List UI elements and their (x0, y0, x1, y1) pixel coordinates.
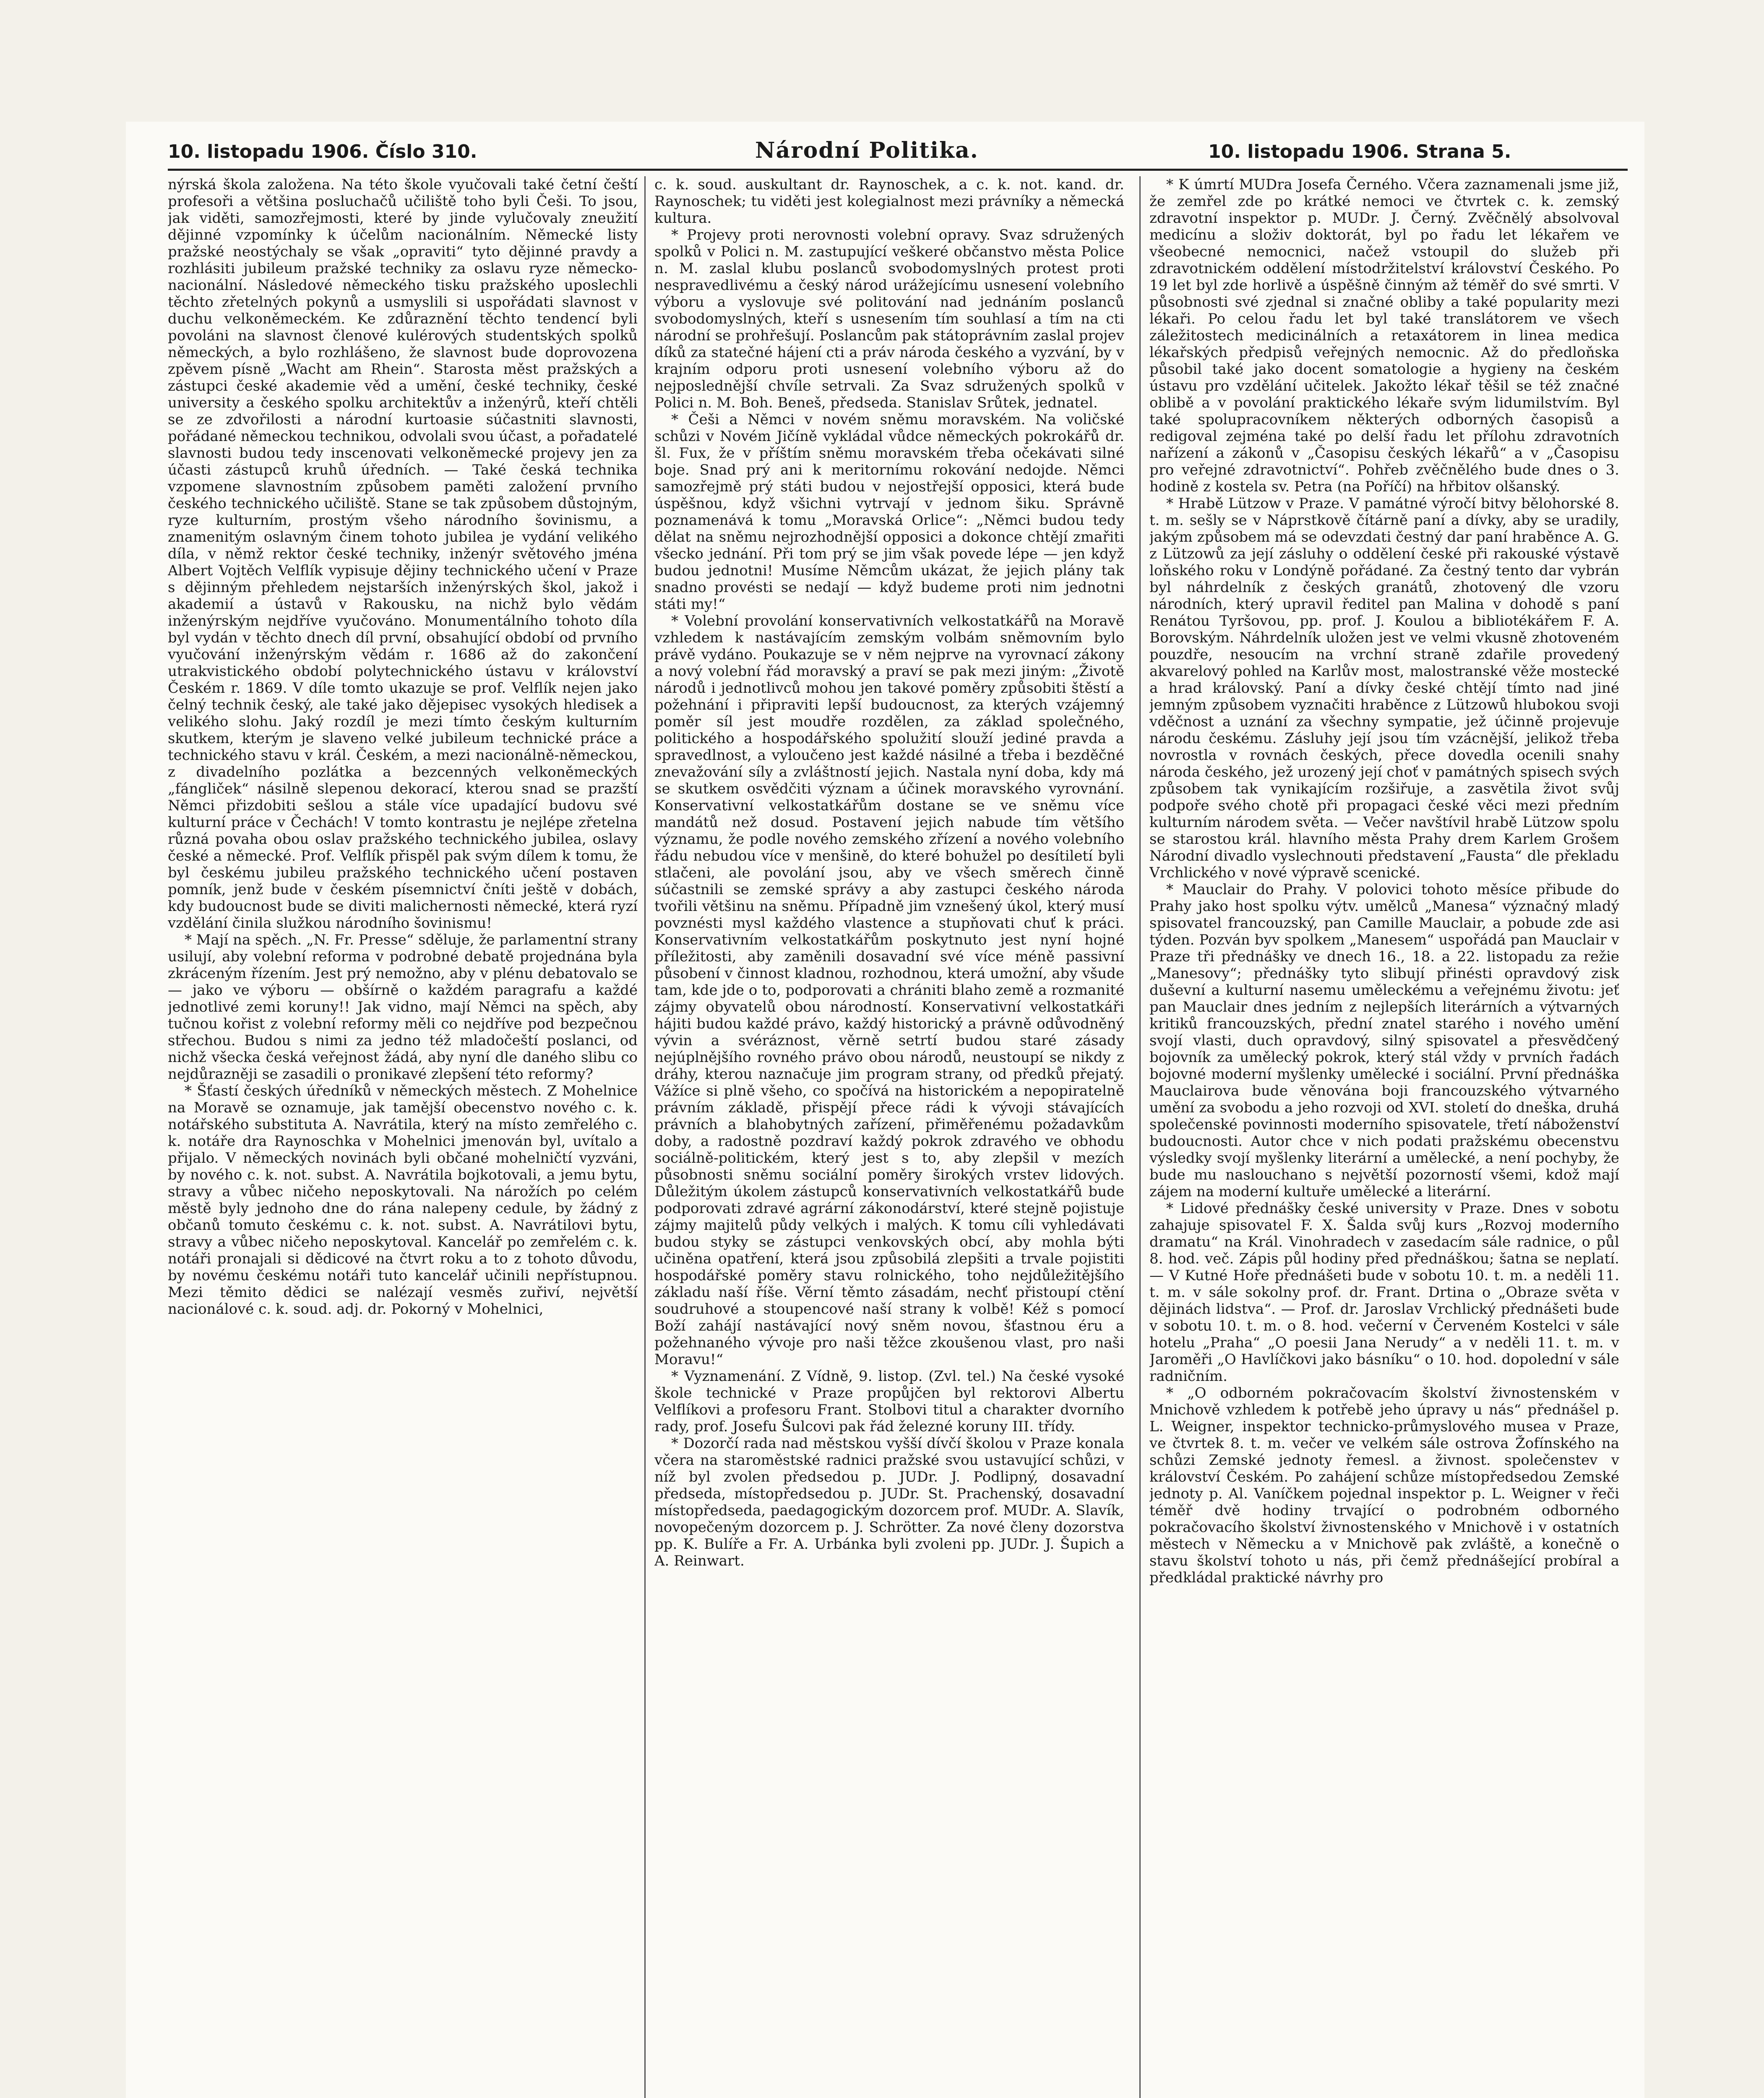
article-paragraph: * Hrabě Lützow v Praze. V památné výročí bitvy bělohorské 8. t. m. sešly se v Náprstkově čítárně paní a dívky, aby se uradily, jakým způsobem má se odevzdati čestný dar paní hraběnce A. G. z Lützowů za její zásluhy o oddělení české při rakouské výstavě loňského roku v Londýně pořádané. Za čestný tento dar vybrán byl náhrdelník z českých granátů, zhotovený dle vzoru národních, který upravil ředitel pan Malina v dohodě s paní Renátou Tyršovou, pp. prof. J. Koulou a bibliotékářem F. A. Borovským. Náhrdelník uložen jest ve velmi vkusně zhotoveném pouzdře, nesoucím na vrchní straně zdařile provedený akvarelový pohled na Karlův most, malostranské věže mostecké a hrad královský. Paní a dívky české chtějí tímto nad jiné jemným způsobem vyznačiti hraběnce z Lützowů hlubokou svoji vděčnost a uznání za všechny sympatie, jež účinně projevuje národu českému. Zásluhy její jsou tím vzácnější, jelikož třeba novrostla v rovnách českých, přece dovedla ocenili snahy národa českého, jež urozený její choť v památných spisech svých způsobem tak vynikajícím rozšiřuje, a zasvětila život svůj podpoře svého chotě při propagaci české věci mezi předním kulturním národem světa. — Večer navštívil hrabě Lützow spolu se starostou král. hlavního města Prahy drem Karlem Grošem Národní divadlo vyslechnouti představení „Fausta“ dle překladu Vrchlického v nové výpravě scenické. (1149, 495, 1619, 881)
column-2 (654, 176, 1124, 2098)
article-paragraph: * Lidové přednášky české university v Praze. Dnes v sobotu zahajuje spisovatel F. X. Šalda svůj kurs „Rozvoj moderního dramatu“ na Král. Vinohradech v zasedacím sále radnice, o půl 8. hod. več. Zápis půl hodiny před přednáškou; šatna se neplatí. — V Kutné Hoře přednášeti bude v sobotu 10. t. m. a neděli 11. t. m. v sále sokolny prof. dr. Frant. Drtina o „Obraze světa v dějinách lidstva“. — Prof. dr. Jaroslav Vrchlický přednášeti bude v sobotu 10. t. m. o 8. hod. večerní v Červeném Kostelci v sále hotelu „Praha“ „O poesii Jana Nerudy“ a v neděli 11. t. m. v Jaroměři „O Havlíčkovi jako básníku“ o 10. hod. dopolední v sále radničním. (1149, 1200, 1619, 1385)
header-date-page: 10. listopadu 1906. Strana 5. (1208, 141, 1511, 162)
header-rule (168, 169, 1628, 171)
article-paragraph: * K úmrtí MUDra Josefa Černého. Včera zaznamenali jsme již, že zemřel zde po krátké nemoci ve čtvrtek c. k. zemský zdravotní inspektor p. MUDr. J. Černý. Zvěčnělý absolvoval medicínu a složiv doktorát, byl po řadu let lékařem ve všeobecné nemocnici, načež vstoupil do služeb při zdravotnickém oddělení místodržitelství království Českého. Po 19 let byl zde horlivě a úspěšně činným až téměř do své smrti. V působnosti své zjednal si značné obliby a také popularity mezi lékaři. Po celou řadu let byl také translátorem ve všech záležitostech medicinálních a retaxátorem in linea medica lékařských předpisů veřejných nemocnic. Až do předloňska působil také jako docent somatologie a hygieny na českém ústavu pro vzdělání učitelek. Jakožto lékař těšil se též značné oblibě a v povolání praktického lékaře svým lidumilstvím. Byl také spolupracovníkem některých odborných časopisů a redigoval zejména také po delší řadu let přílohu zdravotních nařízení a zákonů v „Časopisu českých lékařů“ a v „Časopisu pro veřejné zdravotnictví“. Pohřeb zvěčnělého bude dnes o 3. hodině z kostela sv. Petra (na Poříčí) na hřbitov olšanský. (1149, 176, 1619, 495)
article-paragraph: * Vyznamenání. Z Vídně, 9. listop. (Zvl. tel.) Na české vysoké škole technické v Praze propůjčen byl rektorovi Albertu Velflíkovi a profesoru Frant. Stolbovi titul a charakter dvorního rady, prof. Josefu Šulcovi pak řád železné koruny III. třídy. (654, 1368, 1124, 1435)
article-paragraph: c. k. soud. auskultant dr. Raynoschek, a c. k. not. kand. dr. Raynoschek; tu viděti jest kolegialnost mezi právníky a německá kultura. (654, 176, 1124, 227)
article-paragraph: * „O odborném pokračovacím školství živnostenském v Mnichově vzhledem k potřebě jeho úpravy u nás“ přednášel p. L. Weigner, inspektor technicko-průmyslového musea v Praze, ve čtvrtek 8. t. m. večer ve velkém sále ostrova Žofínského na schůzi Zemské jednoty řemesl. a živnost. společenstev v království Českém. Po zahájení schůze místopředsedou Zemské jednoty p. Al. Vaníčkem pojednal inspektor p. L. Weigner v řeči téměř dvě hodiny trvající o podrobném odborného pokračovacího školství živnostenského v Mnichově i v ostatních městech v Německu a v Mnichově pak zvláště, a konečně o stavu školství tohoto u nás, při čemž přednášející probíral a předkládal praktické návrhy pro (1149, 1385, 1619, 1586)
article-paragraph: * Šťastí českých úředníků v německých městech. Z Mohelnice na Moravě se oznamuje, jak tamější obecenstvo nového c. k. notářského substituta A. Navrátila, který na místo zemřelého c. k. notáře dra Raynoschka v Mohelnici jmenován byl, uvítalo a přijalo. V německých novinách byli občané mohelničtí vyzváni, by nového c. k. not. subst. A. Navrátila bojkotovali, a jemu bytu, stravy a vůbec ničeho neposkytovali. Na nárožích po celém městě byly jednoho dne do rána nalepeny cedule, by žádný z občanů tomuto českému c. k. not. subst. A. Navrátilovi bytu, stravy a vůbec ničeho neposkytoval. Kancelář po zemřelém c. k. notáři pronajali si dědicové na čtvrt roku a to z tohoto důvodu, by novému českému notáři tuto kancelář učinili nepřístupnou. Mezi těmito dědici se nalézají vesměs zuřiví, největší nacionálové c. k. soud. adj. dr. Pokorný v Mohelnici, (168, 1083, 638, 1318)
header-date-issue: 10. listopadu 1906. Číslo 310. (168, 141, 477, 162)
article-paragraph: * Projevy proti nerovnosti volební opravy. Svaz sdružených spolků v Polici n. M. zastupující veškeré občanstvo města Police n. M. zaslal klubu poslanců svobodomyslných protest proti nespravedlivému a český národ urážejícímu usnesení volebního výboru a vyslovuje své politování nad jednáním poslanců svobodomyslných, kteří s usnesením tím souhlasí a tím na cti národní se prohřešují. Poslancům pak státoprávním zaslal projev díků za statečné hájení cti a práv národa českého a vyzvání, by v krajním odporu proti usnesení volebního výboru až do nejposlednější chvíle setrvali. Za Svaz sdružených spolků v Polici n. M. Boh. Beneš, předseda. Stanislav Srůtek, jednatel. (654, 227, 1124, 411)
newspaper-title: Národní Politika. (755, 138, 979, 163)
article-paragraph: * Dozorčí rada nad městskou vyšší dívčí školou v Praze konala včera na staroměstské radnici pražské svou ustavující schůzi, v níž byl zvolen předsedou p. JUDr. J. Podlipný, dosavadní předseda, místopředsedou p. JUDr. St. Prachenský, dosavadní místopředseda, paedagogickým dozorcem prof. MUDr. A. Slavík, novopečeným dozorcem p. J. Schrötter. Za nové členy dozorstva pp. K. Bulíře a Fr. A. Urbánka byli zvoleni pp. JUDr. J. Šupich a A. Reinwart. (654, 1435, 1124, 1569)
column-3 (1149, 176, 1619, 2098)
article-paragraph: * Češi a Němci v novém sněmu moravském. Na voličské schůzi v Novém Jičíně vykládal vůdce německých pokrokářů dr. šl. Fux, že v příštím sněmu moravském třeba očekávati silné boje. Snad prý ani k meritornímu rokování nedojde. Němci samozřejmě prý státi budou v nejostřejší opposici, která bude úspěšnou, když všichni vytrvají v jednom šiku. Správně poznamenává k tomu „Moravská Orlice“: „Němci budou tedy dělat na sněmu nejrozhodnější opposici a dokonce chtějí zmařiti všecko jednání. Při tom prý se jim však povede lépe — jen když budou jednotni! Musíme Němcům ukázat, že jejich plány tak snadno provésti se nedají — když budeme proti nim jednotni státi my!“ (654, 411, 1124, 613)
article-paragraph: * Mají na spěch. „N. Fr. Presse“ sděluje, že parlamentní strany usilují, aby volební reforma v podrobné debatě projednána byla zkráceným řízením. Jest prý nemožno, aby v plénu debatovalo se — jako ve výboru — obšírně o každém paragrafu a každé jednotlivé zemi koruny!! Jak vidno, mají Němci na spěch, aby tučnou kořist z volební reformy měli co nejdříve pod bezpečnou střechou. Budou s nimi za jedno též mladočeští poslanci, od nichž všecka česká veřejnost žádá, aby nyní dle daného slibu co nejdůrazněji se zasadili o pronikavé zlepšení této reformy? (168, 932, 638, 1083)
column-divider (1139, 176, 1141, 2098)
article-paragraph: * Volební provolání konservativních velkostatkářů na Moravě vzhledem k nastávajícím zemským volbám sněmovním bylo právě vydáno. Poukazuje se v něm nejprve na vyrovnací zákony a nový volební řád moravský a praví se pak mezi jiným: „Životě národů i jednotlivců mohou jen takové poměry způsobiti štěstí a požehnání i připraviti lepší budoucnost, za kterých vzájemný poměr síl jest moudře rozdělen, za základ společného, politického a hospodářského spolužití slouží jediné pravda a spravedlnost, a vyloučeno jest každé násilné a třeba i bezděčné znevažování síly a zvláštností jejich. Nastala nyní doba, kdy má se skutkem osvědčiti význam a účinek moravského vyrovnání. Konservativní velkostatkářům dostane se ve sněmu více mandátů než dosud. Postavení jejich nabude tím většího významu, že podle nového zemského zřízení a nového volebního řádu nebudou více v menšině, do které bohužel po desítiletí byli stlačeni, ale povolání jsou, aby ve všech směrech činně súčastnili se zemské správy a aby zastupci českého národa tvořili většinu na sněmu. Případně jim vznešený úkol, který musí povznésti mysl každého vlastence a stupňovati chuť k práci. Konservativním velkostatkářům poskytnuto jest nyní hojné příležitosti, aby zaměnili dosavadní své více méně passivní působení v činnost kladnou, rozhodnou, která umožní, aby všude tam, kde jde o to, podporovati a chrániti blaho země a rozmanité zájmy obyvatelů obou národností. Konservativní velkostatkáři hájiti budou každé právo, každý historický a právně odůvodněný vývin a svéráznost, věrně setrtí budou staré zásady nejúplnějšího rovného právo obou národů, neustoupí se nikdy z dráhy, kterou naznačuje jim program strany, od předků přejatý. Vážíce si plně všeho, co spočívá na historickém a nepopiratelně právním základě, přispějí přece rádi k vývoji stávajících právních a blahobytných zařízení, přiměřenému požadavkům doby, a radostně pozdraví každý pokrok zdravého ve obhodu sociálně-politickém, který jest s to, aby zlepšil v mezích působnosti sněmu sociální poměry širokých vrstev lidových. Důležitým úkolem zástupců konservativních velkostatkářů bude podporovati zdravé agrární zákonodárství, které stejně pojistuje zájmy majitelů půdy velkých i malých. K tomu cíli vyhledávati budou styky se zástupci venkovských obcí, aby mohla býti učiněna opatření, která jsou způsobilá zlepšiti a trvale pojistiti hospodářské poměry stavu rolnického, toho nejdůležitějšího základu naší říše. Věrní těmto zásadám, nechť přistoupí ctění soudruhové a stoupencové naší strany k volbě! Kéž s pomocí Boží zahájí nastávající nový sněm novou, šťastnou éru a požehnaného vývoje pro naši těžce zkoušenou vlast, pro naši Moravu!“ (654, 613, 1124, 1368)
article-paragraph: nýrská škola založena. Na této škole vyučovali také četní čeští profesoři a většina posluchačů učiliště toho byli Češi. To jsou, jak viděti, samozřejmosti, které by jinde vylučovaly zneužití dějinné vzpomínky k účelům nacionálním. Německé listy pražské neostýchaly se však „opraviti“ tyto dějinné pravdy a rozhlásiti jubileum pražské techniky za oslavu ryze německo-nacionální. Následové německého tisku pražského uposlechli těchto zřetelných pokynů a usmyslili si uspořádati slavnost v duchu velkoněmeckém. Ke zdůraznění těchto tendencí byli povoláni na slavnost členové kulérových studentských spolků německých, a bylo rozhlášeno, že slavnost bude doprovozena zpěvem písně „Wacht am Rhein“. Starosta měst pražských a zástupci české akademie věd a umění, české techniky, české university a českého spolku architektův a inženýrů, kteří chtěli se ze zdvořilosti a národní kurtoasie súčastniti slavnosti, pořádané německou technikou, odvolali svou účast, a pořadatelé slavnosti budou tedy inscenovati velkoněmecké projevy jen za účasti zástupců kruhů úředních. — Také česká technika vzpomene slavnostním způsobem paměti založení prvního českého technického učiliště. Stane se tak způsobem důstojným, ryze kulturním, prostým všeho národního šovinismu, a znamenitým oslavným činem tohoto jubilea je vydání velikého díla, v němž rektor české techniky, inženýr světového jména Albert Vojtěch Velflík vypisuje dějiny technického učení v Praze s dějinným přehledem nejstarších inženýrských škol, jakož i akademií a ústavů v Rakousku, na nichž bylo vědám inženýrským nejdříve vyučováno. Monumentálního tohoto díla byl vydán v těchto dnech díl první, obsahující období od prvního vyučování inženýrským vědám r. 1686 až do zakončení utrakvistického období polytechnického ústavu v království Českém r. 1869. V díle tomto ukazuje se prof. Velflík nejen jako čelný technik český, ale také jako dějepisec vysokých hledisek a velikého slohu. Jaký rozdíl je mezi tímto českým kulturním skutkem, kterým je slaveno velké jubileum technické práce a technického stavu v král. Českém, a mezi nacionálně-německou, z divadelního pozlátka a bezcenných velkoněmeckých „fángliček“ násilně slepenou dekorací, kterou snad se prazští Němci přizdobiti sešlou a stále více upadající budovu své kulturní práce v Čechách! V tomto kontrastu je nejlépe zřetelna různá povaha obou oslav pražského technického jubilea, oslavy české a německé. Prof. Velflík přispěl pak svým dílem k tomu, že byl českému jubileu pražského technického učení postaven pomník, jenž bude v českém písemnictví čníti ještě v dobách, kdy budoucnost bude se diviti malichernosti německé, která ryzí vzdělání činila služkou národního šovinismu! (168, 176, 638, 932)
column-1 (168, 176, 638, 2098)
page-header (168, 133, 1628, 167)
column-divider (644, 176, 646, 2098)
article-paragraph: * Mauclair do Prahy. V polovici tohoto měsíce přibude do Prahy jako host spolku výtv. umělců „Manesa“ význačný mladý spisovatel francouzský, pan Camille Mauclair, a pobude zde asi týden. Pozván byv spolkem „Manesem“ uspořádá pan Mauclair v Praze tři přednášky ve dnech 16., 18. a 22. listopadu za režie „Manesovy“; přednášky tyto slibují přinésti opravdový zisk duševní a kulturní nasemu uměleckému a veřejnému životu: jeť pan Mauclair dnes jedním z nejlepších literárních a výtvarných kritiků francouzských, přední znatel starého i nového umění svojí vlasti, duch opravdový, silný spisovatel a přesvědčený bojovník za umělecký pokrok, který stál vždy v prvních řadách bojovné moderní myšlenky umělecké i sociální. První přednáška Mauclairova bude věnována boji francouzského výtvarného umění za svobodu a jeho rozvoji od XVI. století do dneška, druhá společenské povinnosti moderního spisovatele, třetí náboženství budoucnosti. Autor chce v nich podati pražskému obecenstvu výsledky svojí myšlenky literární a umělecké, a není pochyby, že bude mu naslouchano s největší pozorností všemi, kdož mají zájem na moderní kultuře umělecké a literární. (1149, 881, 1619, 1200)
